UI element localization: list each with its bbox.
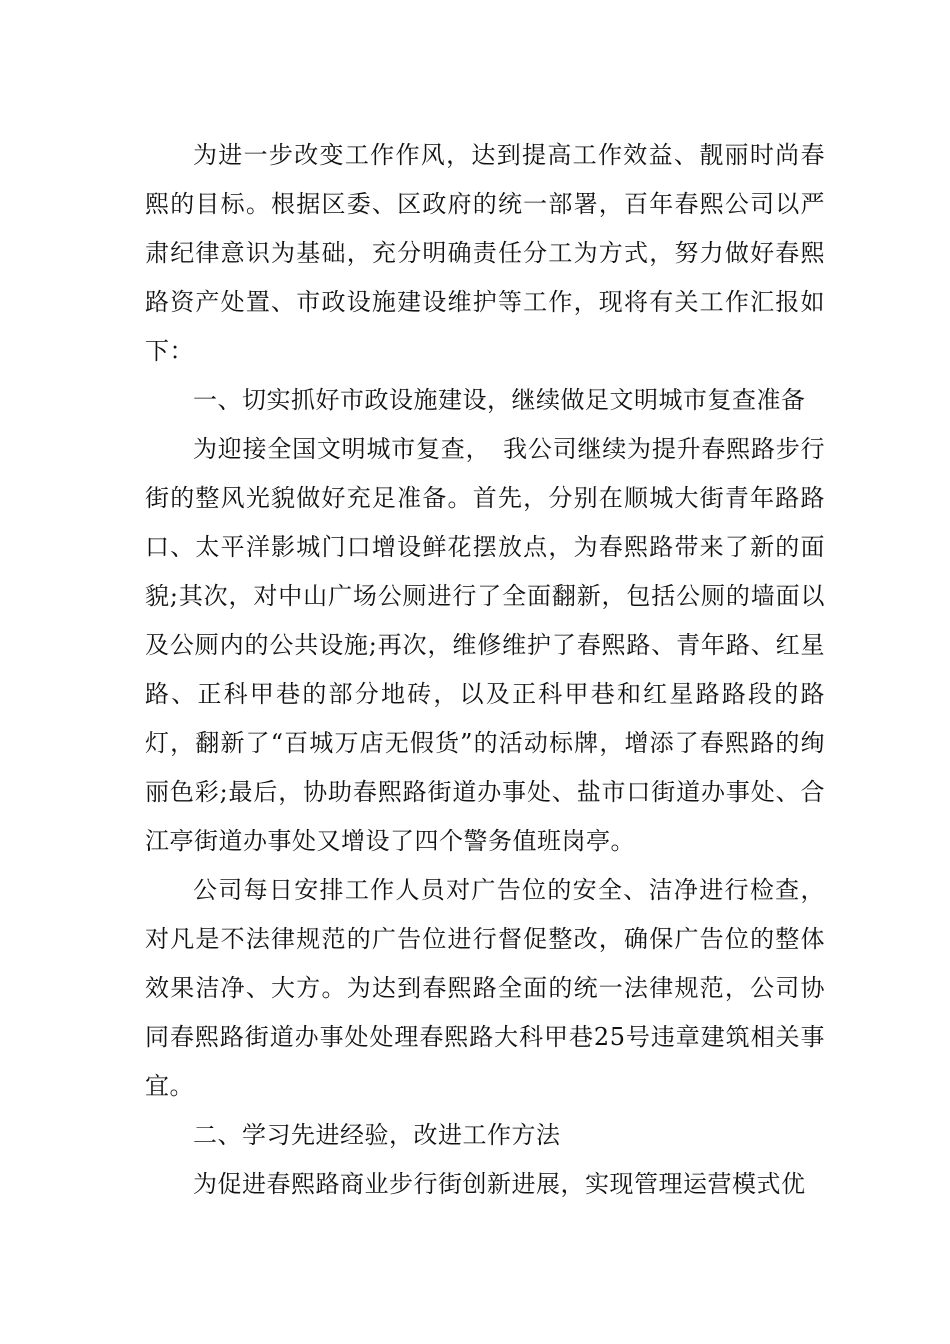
section-heading-2: 二、学习先进经验，改进工作方法 [193, 1121, 561, 1149]
document-body [145, 131, 825, 1209]
section-heading-1: 一、切实抓好市政设施建设，继续做足文明城市复查准备 [193, 386, 806, 414]
paragraph-intro: 为进一步改变工作作风，达到提高工作效益、靓丽时尚春熙的目标。根据区委、区政府的统一部署，百年春熙公司以严肃纪律意识为基础，充分明确责任分工为方式，努力做好春熙路资产处置、市政设施建设维护等工作，现将有关工作汇报如下： [145, 141, 825, 365]
paragraph-section-1-advertising: 公司每日安排工作人员对广告位的安全、洁净进行检查，对凡是不法律规范的广告位进行督促整改，确保广告位的整体效果洁净、大方。为达到春熙路全面的统一法律规范，公司协同春熙路街道办事处处理春熙路大科甲巷25号违章建筑相关事宜。 [145, 876, 825, 1100]
paragraph-section-2: 为促进春熙路商业步行街创新进展，实现管理运营模式优 [193, 1170, 806, 1198]
paragraph-section-1-facilities: 为迎接全国文明城市复查， 我公司继续为提升春熙路步行街的整风光貌做好充足准备。首先，分别在顺城大街青年路路口、太平洋影城门口增设鲜花摆放点，为春熙路带来了新的面貌;其次，对中山广场公厕进行了全面翻新，包括公厕的墙面以及公厕内的公共设施;再次，维修维护了春熙路、青年路、红星路、正科甲巷的部分地砖，以及正科甲巷和红星路路段的路灯，翻新了“百城万店无假货”的活动标牌，增添了春熙路的绚丽色彩;最后，协助春熙路街道办事处、盐市口街道办事处、合江亭街道办事处又增设了四个警务值班岗亭。 [145, 435, 825, 855]
